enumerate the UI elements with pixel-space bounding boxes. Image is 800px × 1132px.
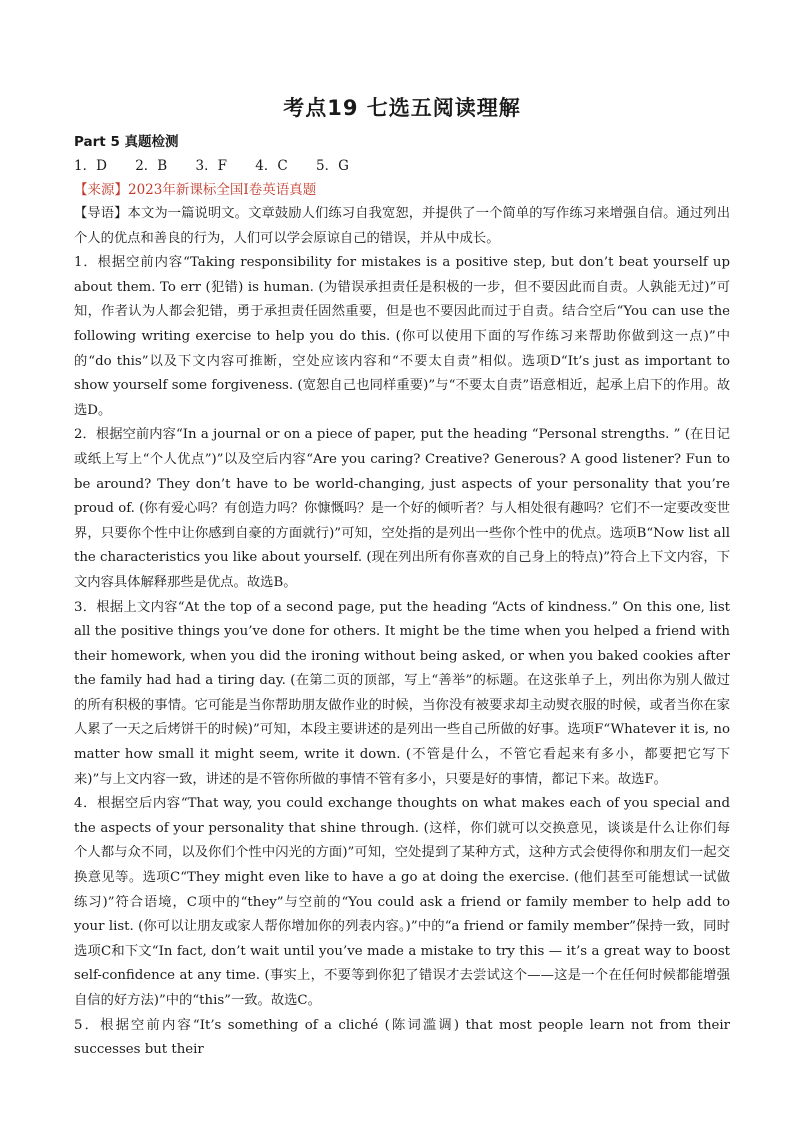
page-title: 考点19 七选五阅读理解 [283,96,521,120]
explanation-5: 5．根据空前内容“It’s something of a cliché (陈词滥调) that most people learn not from their successes but their [74,1017,730,1058]
answer-key [74,154,730,178]
answer-1: 1．D [74,158,107,174]
explanation-4: 4．根据空后内容“That way, you could exchange thoughts on what makes each of you special and the aspects of your personality that shine through. (这样，你们就可以交换意见，谈谈是什么让你们每个人都与众不同，以及你们个性中闪光的方面)”可知，空处提到了某种方式，这种方式会使得你和朋友们一起交换意见等。选项C“They might even like to have a go at doing the exercise. (他们甚至可能想试一试做练习)”符合语境，C项中的“they”与空前的“You could ask a friend or family member to help add to your list. (你可以让朋友或家人帮你增加你的列表内容。)”中的“a friend or family member”保持一致，同时选项C和下文“In fact, don’t wait until you’ve made a mistake to try this — it’s a great way to boost self-confidence at any time. (事实上，不要等到你犯了错误才去尝试这个——这是一个在任何时候都能增强自信的好方法)”中的“this”一致。故选C。 [74,796,730,1008]
guide-paragraph: 【导语】本文为一篇说明文。文章鼓励人们练习自我宽恕，并提供了一个简单的写作练习来增强自信。通过列出个人的优点和善良的行为，人们可以学会原谅自己的错误，并从中成长。 [74,206,730,246]
explanation-2: 2．根据空前内容“In a journal or on a piece of paper, put the heading “Personal strengths. ” (在日记或纸上写上“个人优点”)”以及空后内容“Are you caring? Creative? Generous? A good listener? Fun to be around? They don’t have to be world-changing, just aspects of your personality that you’re proud of. (你有爱心吗？有创造力吗？你慷慨吗？是一个好的倾听者？与人相处很有趣吗？它们不一定要改变世界，只要你个性中让你感到自豪的方面就行)”可知，空处指的是列出一些你个性中的优点。选项B“Now list all the characteristics you like about yourself. (现在列出所有你喜欢的自己身上的特点)”符合上下文内容，下文内容具体解释那些是优点。故选B。 [74,427,730,590]
part-heading: Part 5 真题检测 [74,134,179,150]
answer-4: 4．C [255,158,288,174]
answer-3: 3．F [195,158,227,174]
source-line: 【来源】2023年新课标全国Ⅰ卷英语真题 [74,182,317,198]
explanation-3: 3．根据上文内容“At the top of a second page, put the heading “Acts of kindness.” On this one, list all the positive things you’ve done for others. It might be the time when you helped a friend with their homework, when you did the ironing without being asked, or when you baked cookies after the family had had a tiring day. (在第二页的顶部，写上“善举”的标题。在这张单子上，列出你为别人做过的所有积极的事情。它可能是当你帮助朋友做作业的时候，当你没有被要求却主动熨衣服的时候，或者当你在家人累了一天之后烤饼干的时候)”可知，本段主要讲述的是列出一些自己所做的好事。选项F“Whatever it is, no matter how small it might seem, write it down. (不管是什么，不管它看起来有多小，都要把它写下来)”与上文内容一致，讲述的是不管你所做的事情不管有多小，只要是好的事情，都记下来。故选F。 [74,599,730,787]
answer-5: 5．G [316,158,349,174]
answer-2: 2．B [135,158,168,174]
document-page [74,88,730,1063]
explanation-1: 1．根据空前内容“Taking responsibility for mistakes is a positive step, but don’t beat yourself up about them. To err (犯错) is human. (为错误承担责任是积极的一步，但不要因此而自责。人孰能无过)”可知，作者认为人都会犯错，勇于承担责任固然重要，但是也不要因此而过于自责。结合空后“You can use the following writing exercise to help you do this. (你可以使用下面的写作练习来帮助你做到这一点)”中的“do this”以及下文内容可推断，空处应该内容和“不要太自责”相似。选项D“It’s just as important to show yourself some forgiveness. (宽恕自己也同样重要)”与“不要太自责”语意相近，起承上启下的作用。故选D。 [74,255,730,418]
